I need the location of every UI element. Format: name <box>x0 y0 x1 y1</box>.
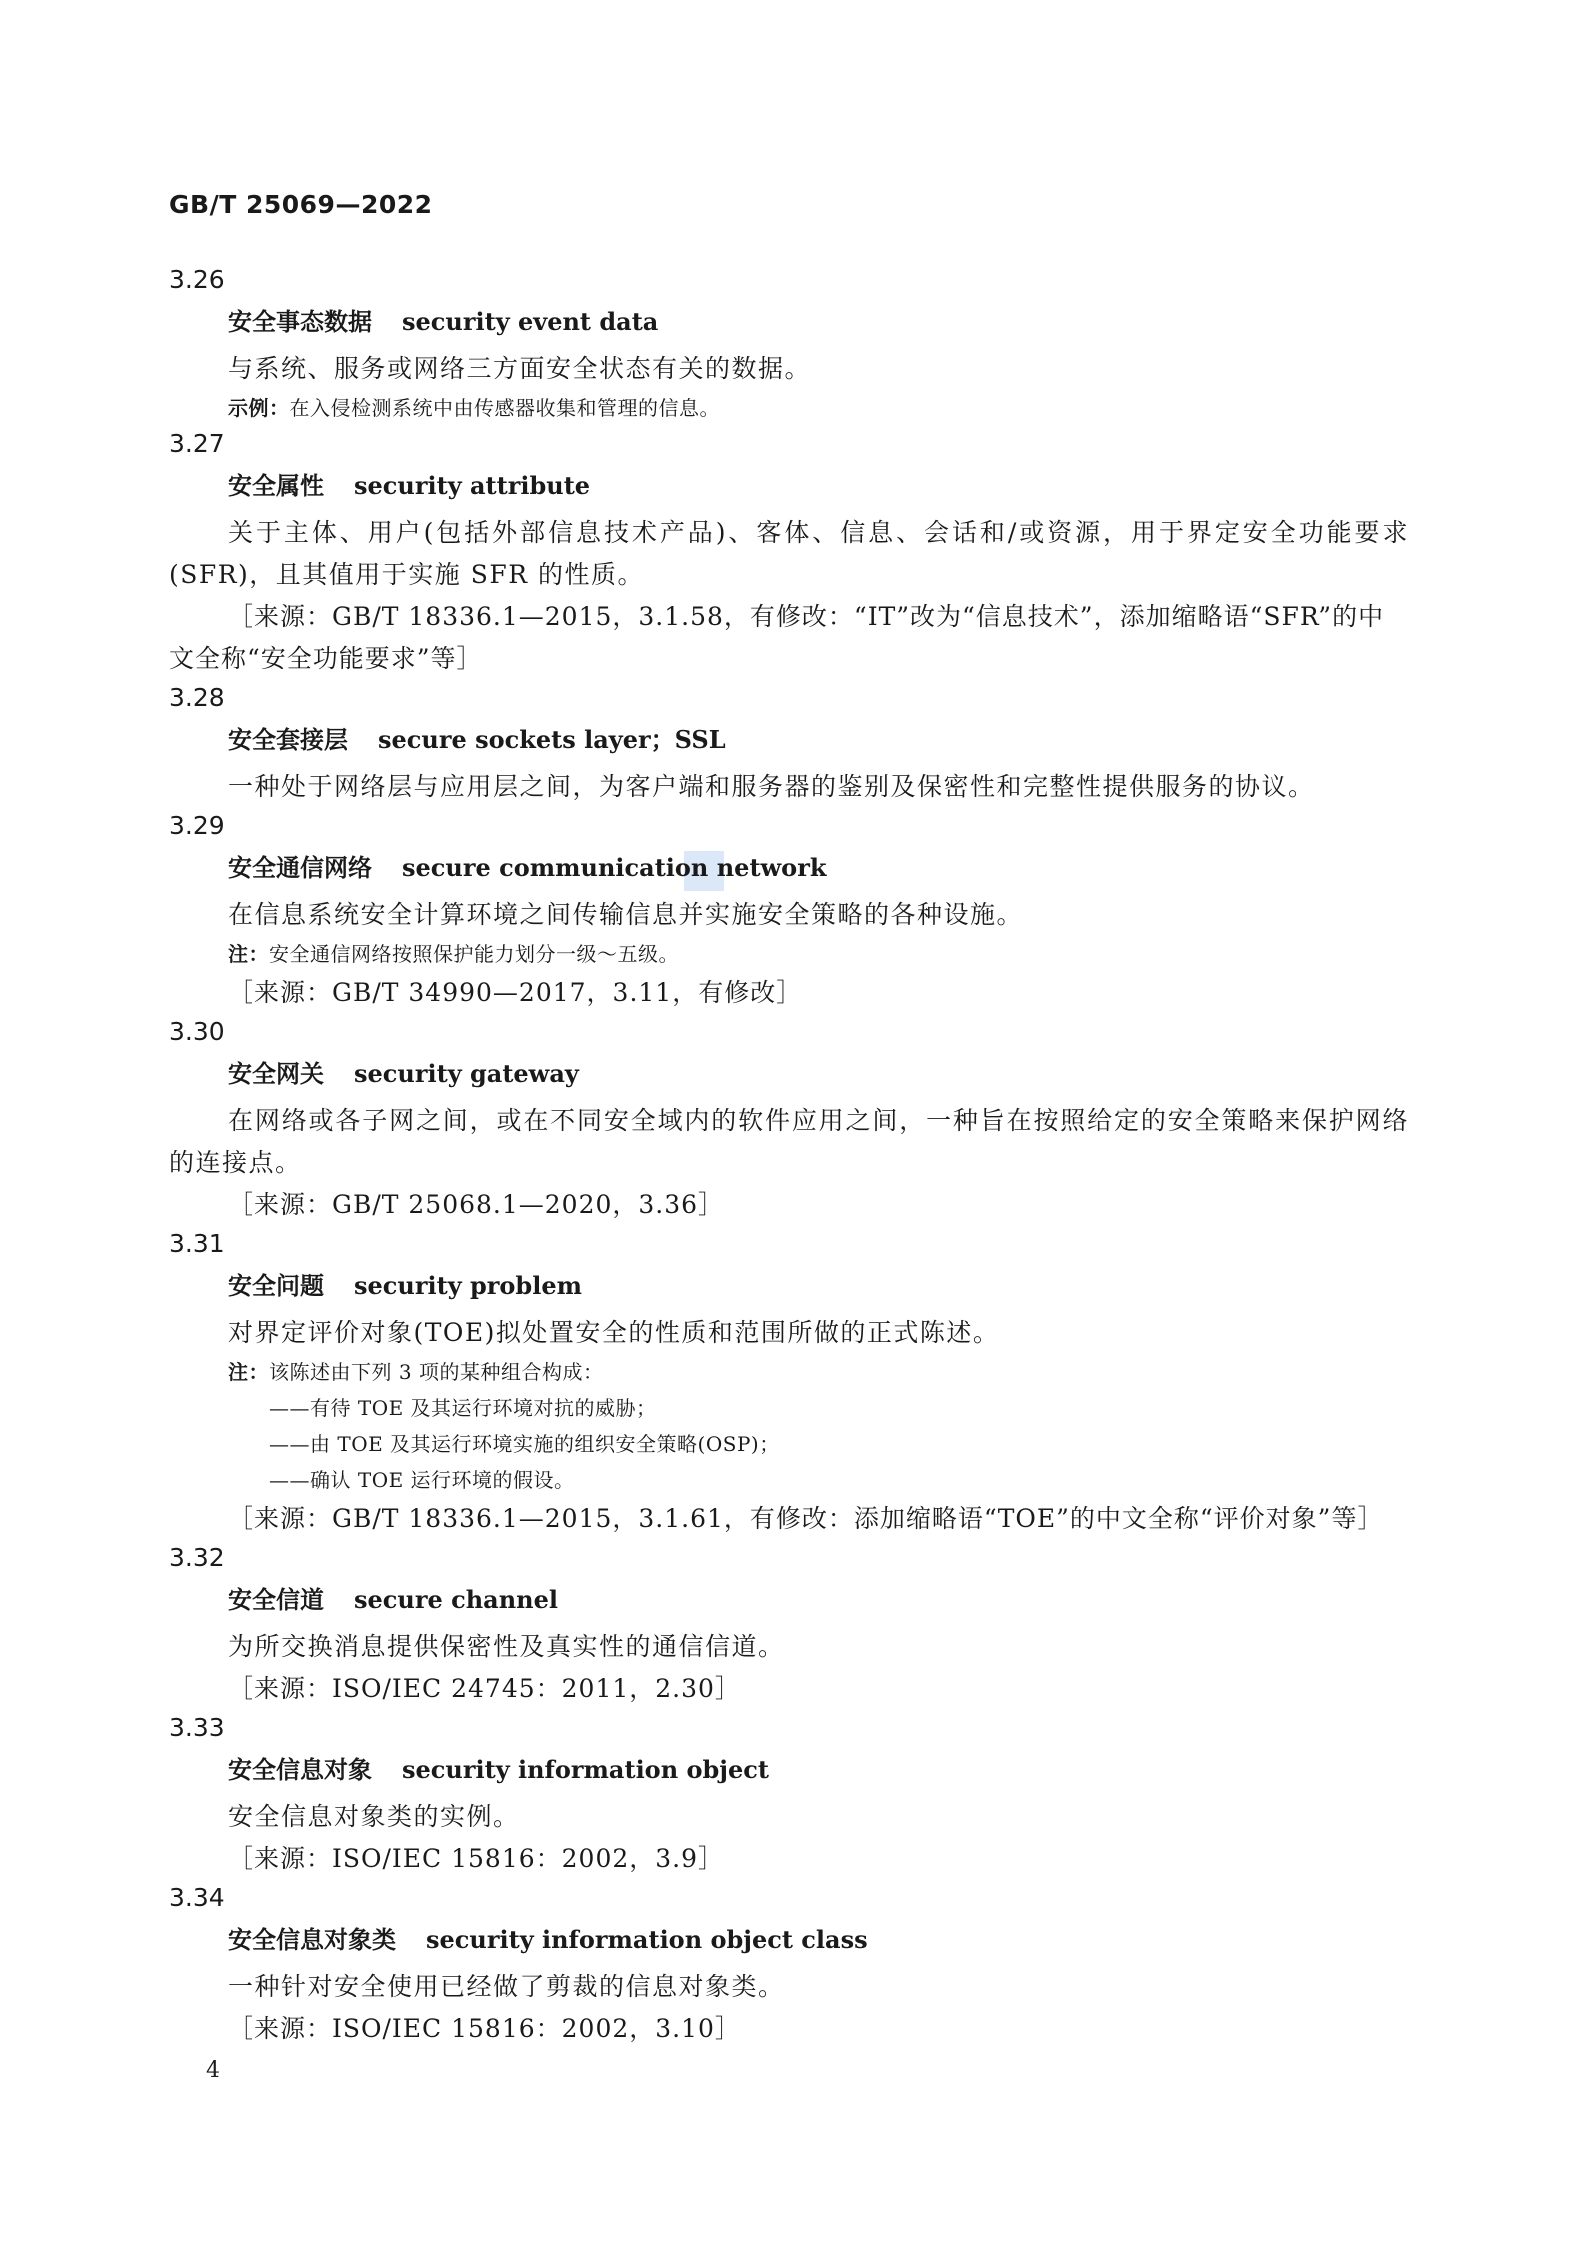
term-source: ［来源：GB/T 25068.1—2020，3.36］ <box>228 1190 725 1219</box>
term-source: ［来源：GB/T 34990—2017，3.11，有修改］ <box>228 978 803 1007</box>
term-definition: 在网络或各子网之间，或在不同安全域内的软件应用之间，一种旨在按照给定的安全策略来保护网络的连接点。 <box>169 1106 1409 1177</box>
term-definition: 为所交换消息提供保密性及真实性的通信信道。 <box>228 1632 785 1661</box>
document-body <box>169 262 1409 2050</box>
term-en: security gateway <box>354 1059 579 1088</box>
term-entry <box>169 1880 1409 2050</box>
term-source: ［来源：ISO/IEC 24745：2011，2.30］ <box>228 1674 741 1703</box>
term-en: security problem <box>354 1271 582 1300</box>
term-title <box>169 306 1409 348</box>
term-definition: 安全信息对象类的实例。 <box>228 1802 520 1831</box>
term-title <box>169 1924 1409 1966</box>
term-definition: 一种处于网络层与应用层之间，为客户端和服务器的鉴别及保密性和完整性提供服务的协议。 <box>228 772 1315 801</box>
note-list-item: ——由 TOE 及其运行环境实施的组织安全策略(OSP)； <box>269 1432 780 1456</box>
term-en: security attribute <box>354 471 591 500</box>
term-number: 3.30 <box>169 1017 225 1046</box>
term-zh: 安全属性 <box>228 471 324 500</box>
term-en: security event data <box>402 307 659 336</box>
term-entry <box>169 680 1409 808</box>
term-title <box>169 1270 1409 1312</box>
term-en: security information object <box>402 1755 769 1784</box>
term-entry <box>169 426 1409 680</box>
term-en: secure communication network <box>402 853 827 882</box>
term-zh: 安全信道 <box>228 1585 324 1614</box>
example-label: 示例： <box>228 396 290 420</box>
term-zh: 安全套接层 <box>228 725 348 754</box>
term-number: 3.28 <box>169 683 225 712</box>
note-list-item: ——有待 TOE 及其运行环境对抗的威胁； <box>269 1396 657 1420</box>
term-source: ［来源：GB/T 18336.1—2015，3.1.61，有修改：添加缩略语“TOE”的中文全称“评价对象”等］ <box>228 1504 1384 1533</box>
term-note <box>169 1354 1409 1390</box>
page-number: 4 <box>206 2058 220 2083</box>
term-zh: 安全问题 <box>228 1271 324 1300</box>
term-definition: 关于主体、用户(包括外部信息技术产品)、客体、信息、会话和/或资源，用于界定安全功能要求(SFR)，且其值用于实施 SFR 的性质。 <box>169 518 1409 589</box>
note-list-item: ——确认 TOE 运行环境的假设。 <box>269 1468 575 1492</box>
term-number: 3.26 <box>169 265 225 294</box>
note-text: 安全通信网络按照保护能力划分一级～五级。 <box>269 942 679 966</box>
term-en: secure channel <box>354 1585 559 1614</box>
term-zh: 安全通信网络 <box>228 853 372 882</box>
term-title <box>169 1058 1409 1100</box>
term-example <box>169 390 1409 426</box>
example-text: 在入侵检测系统中由传感器收集和管理的信息。 <box>289 396 720 420</box>
term-entry <box>169 1226 1409 1540</box>
term-en: security information object class <box>426 1925 868 1954</box>
term-entry <box>169 262 1409 426</box>
term-source: ［来源：GB/T 18336.1—2015，3.1.58，有修改：“IT”改为“信息技术”，添加缩略语“SFR”的中文全称“安全功能要求”等］ <box>169 602 1385 673</box>
term-source: ［来源：ISO/IEC 15816：2002，3.9］ <box>228 1844 725 1873</box>
term-title <box>169 1754 1409 1796</box>
term-note <box>169 936 1409 972</box>
term-entry <box>169 1540 1409 1710</box>
term-title <box>169 724 1409 766</box>
term-definition: 一种针对安全使用已经做了剪裁的信息对象类。 <box>228 1972 785 2001</box>
term-number: 3.31 <box>169 1229 225 1258</box>
term-entry <box>169 1014 1409 1226</box>
term-title <box>169 1584 1409 1626</box>
term-number: 3.27 <box>169 429 225 458</box>
term-en: secure sockets layer；SSL <box>378 725 726 754</box>
term-title <box>169 852 1409 894</box>
note-text: 该陈述由下列 3 项的某种组合构成： <box>269 1360 604 1384</box>
term-zh: 安全信息对象 <box>228 1755 372 1784</box>
term-definition: 在信息系统安全计算环境之间传输信息并实施安全策略的各种设施。 <box>228 900 1024 929</box>
term-source: ［来源：ISO/IEC 15816：2002，3.10］ <box>228 2014 741 2043</box>
term-definition: 与系统、服务或网络三方面安全状态有关的数据。 <box>228 354 812 383</box>
document-header: GB/T 25069—2022 <box>169 190 433 219</box>
term-number: 3.32 <box>169 1543 225 1572</box>
note-label: 注： <box>228 942 269 966</box>
term-zh: 安全事态数据 <box>228 307 372 336</box>
note-label: 注： <box>228 1360 269 1384</box>
term-number: 3.34 <box>169 1883 225 1912</box>
term-zh: 安全信息对象类 <box>228 1925 396 1954</box>
term-zh: 安全网关 <box>228 1059 324 1088</box>
term-entry <box>169 808 1409 1014</box>
term-title <box>169 470 1409 512</box>
term-number: 3.29 <box>169 811 225 840</box>
term-number: 3.33 <box>169 1713 225 1742</box>
term-entry <box>169 1710 1409 1880</box>
term-definition: 对界定评价对象(TOE)拟处置安全的性质和范围所做的正式陈述。 <box>228 1318 1000 1347</box>
